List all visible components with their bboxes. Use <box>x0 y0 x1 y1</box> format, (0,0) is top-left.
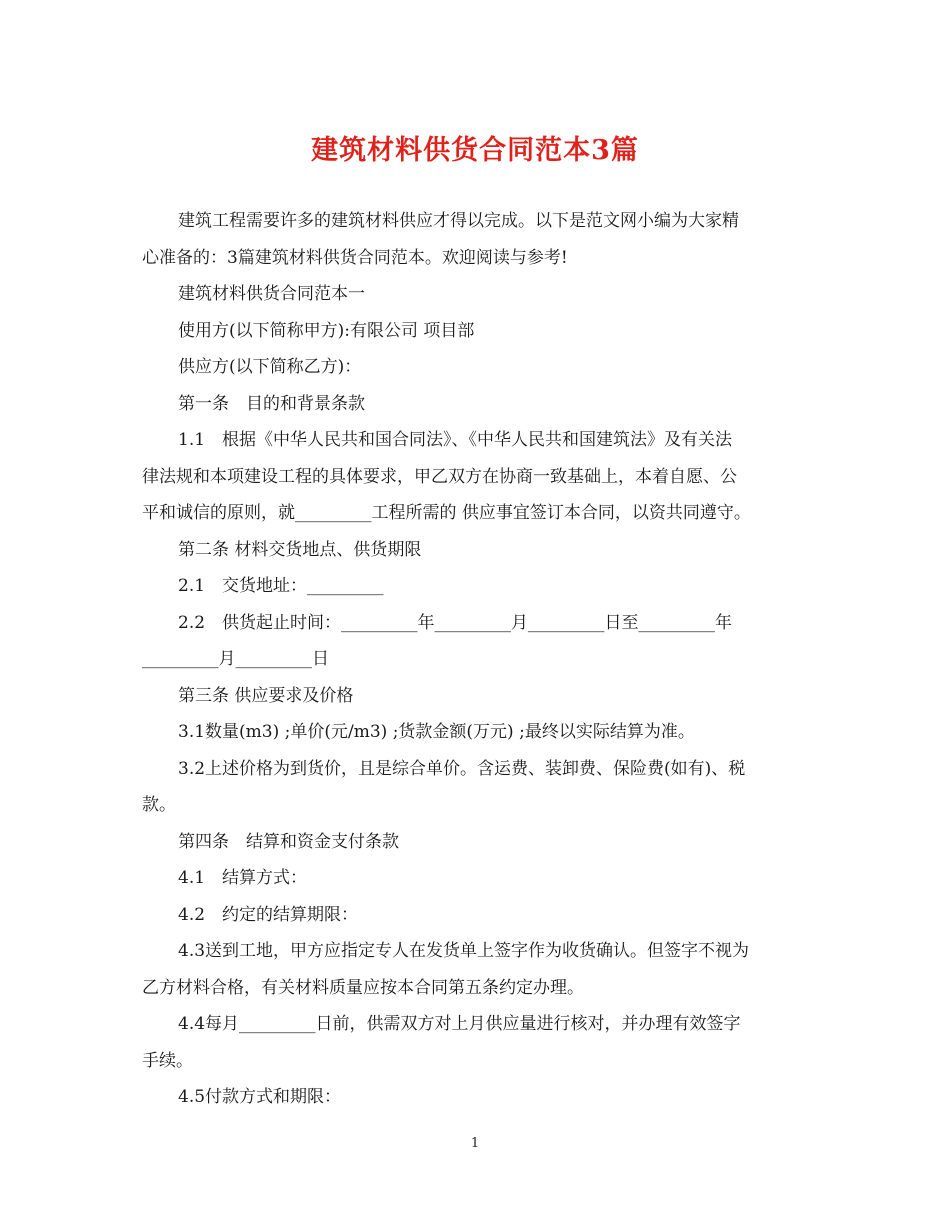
text-line: 平和诚信的原则，就_________工程所需的 供应事宜签订本合同，以资共同遵守。 <box>142 503 751 523</box>
text-line: 2.1 交货地址：_________ <box>178 576 384 596</box>
page-number: 1 <box>470 1136 480 1151</box>
text-line: 2.2 供货起止时间：_________年_________月_________日至_________年 <box>178 612 733 633</box>
text-line: 4.2 约定的结算期限： <box>178 904 359 925</box>
text-line: 乙方材料合格，有关材料质量应按本合同第五条约定办理。 <box>142 977 584 998</box>
article-heading: 第三条 供应要求及价格 <box>178 685 354 706</box>
text-line: 4.5付款方式和期限： <box>178 1087 342 1107</box>
text-line: 4.1 结算方式： <box>178 868 308 888</box>
text-line: _________月_________日 <box>142 649 329 669</box>
text-line: 手续。 <box>142 1050 193 1071</box>
text-line: 供应方(以下简称乙方)： <box>178 357 362 377</box>
document-title: 建筑材料供货合同范本3篇 <box>311 135 639 166</box>
text-line: 3.1数量(m3) ;单价(元/m3) ;货款金额(万元) ;最终以实际结算为准。 <box>178 722 695 742</box>
text-line: 款。 <box>142 795 176 815</box>
text-line: 建筑工程需要许多的建筑材料供应才得以完成。以下是范文网小编为大家精 <box>178 211 739 231</box>
text-line: 律法规和本项建设工程的具体要求，甲乙双方在协商一致基础上，本着自愿、公 <box>142 466 737 487</box>
document-body <box>142 203 810 1116</box>
article-heading: 第四条 结算和资金支付条款 <box>178 831 399 852</box>
text-line: 使用方(以下简称甲方):有限公司 项目部 <box>178 320 475 341</box>
text-line: 4.3送到工地，甲方应指定专人在发货单上签字作为收货确认。但签字不视为 <box>178 941 750 961</box>
article-heading: 第一条 目的和背景条款 <box>178 393 365 414</box>
section-heading: 建筑材料供货合同范本一 <box>178 284 365 304</box>
text-line: 4.4每月_________日前，供需双方对上月供应量进行核对，并办理有效签字 <box>178 1014 741 1034</box>
text-line: 心准备的：3篇建筑材料供货合同范本。欢迎阅读与参考! <box>142 247 568 268</box>
text-line: 3.2上述价格为到货价，且是综合单价。含运费、装卸费、保险费(如有)、税 <box>178 758 746 779</box>
article-heading: 第二条 材料交货地点、供货期限 <box>178 539 422 560</box>
text-line: 1.1 根据《中华人民共和国合同法》、《中华人民共和国建筑法》及有关法 <box>178 430 733 450</box>
